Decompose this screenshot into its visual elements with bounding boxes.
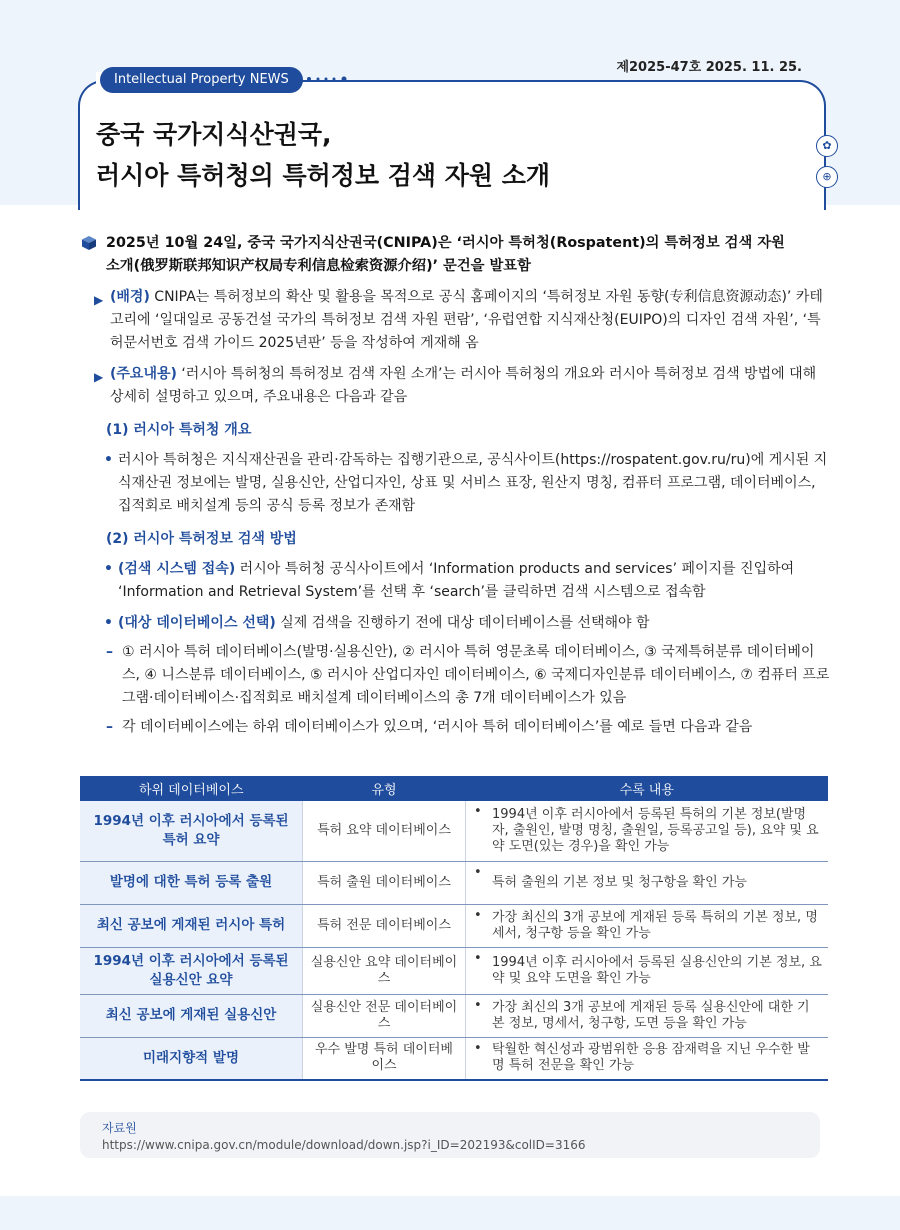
section2-bullet-database: • (대상 데이터베이스 선택) 실제 검색을 진행하기 전에 대상 데이터베이스를 선택해야 함	[104, 615, 650, 631]
table-cell-name: 발명에 대한 특허 등록 출원	[80, 861, 303, 904]
section1-bullet: • 러시아 특허청은 지식재산권을 관리·감독하는 집행기관으로, 공식사이트(https://rospatent.gov.ru/ru)에 게시된 지식재산권 정보에는 발명, 실용신안, 산업디자인, 상표 및 서비스 표장, 원산지 명칭, 컴퓨터 프로그램, 데이터베이스, 집적회로 배치설계 등의 공식 등록 정보가 존재함	[104, 452, 828, 514]
table-row	[80, 801, 828, 861]
table-row	[80, 994, 828, 1037]
newsletter-tag: Intellectual Property NEWS	[100, 67, 303, 93]
source-box	[80, 1112, 820, 1158]
column-header: 하위 데이터베이스	[80, 776, 303, 801]
article-body	[82, 232, 832, 739]
section2-heading: (2) 러시아 특허정보 검색 방법	[106, 531, 297, 547]
table-cell-name: 최신 공보에 게재된 러시아 특허	[80, 904, 303, 947]
section2-bullet-system: • (검색 시스템 접속) 러시아 특허청 공식사이트에서 ‘Information products and services’ 페이지를 진입하여 ‘Information and Retrieval System’를 선택 후 ‘search’를 클릭하면 검색 시스템으로 접속함	[104, 561, 795, 600]
triangle-bullet-icon: ▶	[94, 293, 104, 307]
source-label: 자료원	[102, 1121, 137, 1135]
table-row	[80, 904, 828, 947]
frame-dotted-line	[78, 150, 82, 210]
table-header-row	[80, 776, 828, 801]
footer-band	[0, 1196, 900, 1230]
table-cell-content: • 탁월한 혁신성과 광범위한 응용 잠재력을 지닌 우수한 발명 특허 전문을 확인 가능	[466, 1037, 829, 1080]
table-cell-name: 최신 공보에 게재된 실용신안	[80, 994, 303, 1037]
cube-icon	[82, 236, 96, 250]
table-cell-name: 1994년 이후 러시아에서 등록된 특허 요약	[80, 801, 303, 861]
table-row	[80, 861, 828, 904]
source-url[interactable]: https://www.cnipa.gov.cn/module/download/down.jsp?i_ID=202193&colID=3166	[102, 1138, 586, 1152]
decorative-dots	[304, 74, 374, 84]
globe-icon: ⊕	[816, 166, 838, 188]
sub-database-intro: – 각 데이터베이스에는 하위 데이터베이스가 있으며, ‘러시아 특허 데이터베이스’를 예로 들면 다음과 같음	[106, 719, 753, 735]
table-cell-type: 실용신안 요약 데이터베이스	[303, 947, 466, 994]
table-cell-type: 실용신안 전문 데이터베이스	[303, 994, 466, 1037]
lead-paragraph: 2025년 10월 24일, 중국 국가지식산권국(CNIPA)은 ‘러시아 특허청(Rospatent)의 특허정보 검색 자원 소개(俄罗斯联邦知识产权局专利信息检索资源介绍)’ 문건을 발표함	[82, 232, 832, 278]
table-cell-content: • 특허 출원의 기본 정보 및 청구항을 확인 가능	[466, 861, 829, 904]
page-title: 중국 국가지식산권국, 러시아 특허청의 특허정보 검색 자원 소개	[96, 120, 551, 190]
table-cell-name: 미래지향적 발명	[80, 1037, 303, 1080]
section1-heading: (1) 러시아 특허청 개요	[106, 422, 252, 438]
leaf-icon: ✿	[816, 135, 838, 157]
triangle-bullet-icon: ▶	[94, 370, 104, 384]
issue-number: 제2025-47호 2025. 11. 25.	[616, 60, 802, 75]
background-paragraph: ▶ (배경) CNIPA는 특허정보의 확산 및 활용을 목적으로 공식 홈페이지의 ‘특허정보 자원 동향(专利信息资源动态)’ 카테고리에 ‘일대일로 공동건설 국가의 특허정보 검색 자원 편람’, ‘유럽연합 지식재산청(EUIPO)의 디자인 검색 자원’, ‘특허문서번호 검색 가이드 2025년판’ 등을 작성하여 게재해 옴	[94, 289, 823, 351]
table-row	[80, 1037, 828, 1080]
table-cell-type: 특허 출원 데이터베이스	[303, 861, 466, 904]
table-cell-content: • 가장 최신의 3개 공보에 게재된 등록 실용신안에 대한 기본 정보, 명세서, 청구항, 도면 등을 확인 가능	[466, 994, 829, 1037]
table-cell-content: • 가장 최신의 3개 공보에 게재된 등록 특허의 기본 정보, 명세서, 청구항 등을 확인 가능	[466, 904, 829, 947]
table-row	[80, 947, 828, 994]
sub-database-table	[80, 776, 828, 1081]
table-cell-type: 특허 요약 데이터베이스	[303, 801, 466, 861]
column-header: 유형	[303, 776, 466, 801]
table-cell-type: 우수 발명 특허 데이터베이스	[303, 1037, 466, 1080]
table-cell-type: 특허 전문 데이터베이스	[303, 904, 466, 947]
column-header: 수록 내용	[466, 776, 829, 801]
database-list: – ① 러시아 특허 데이터베이스(발명·실용신안), ② 러시아 특허 영문초록 데이터베이스, ③ 국제특허분류 데이터베이스, ④ 니스분류 데이터베이스, ⑤ 러시아 산업디자인 데이터베이스, ⑥ 국제디자인분류 데이터베이스, ⑦ 컴퓨터 프로그램·데이터베이스·집적회로 배치설계 데이터베이스의 총 7개 데이터베이스가 있음	[106, 644, 830, 706]
table-cell-content: • 1994년 이후 러시아에서 등록된 특허의 기본 정보(발명자, 출원인, 발명 명칭, 출원일, 등록공고일 등), 요약 및 요약 도면(있는 경우)을 확인 가능	[466, 801, 829, 861]
main-content-paragraph: ▶ (주요내용) ‘러시아 특허청의 특허정보 검색 자원 소개’는 러시아 특허청의 개요와 러시아 특허정보 검색 방법에 대해 상세히 설명하고 있으며, 주요내용은 다음과 같음	[94, 366, 817, 405]
table-cell-name: 1994년 이후 러시아에서 등록된 실용신안 요약	[80, 947, 303, 994]
table-cell-content: • 1994년 이후 러시아에서 등록된 실용신안의 기본 정보, 요약 및 요약 도면을 확인 가능	[466, 947, 829, 994]
